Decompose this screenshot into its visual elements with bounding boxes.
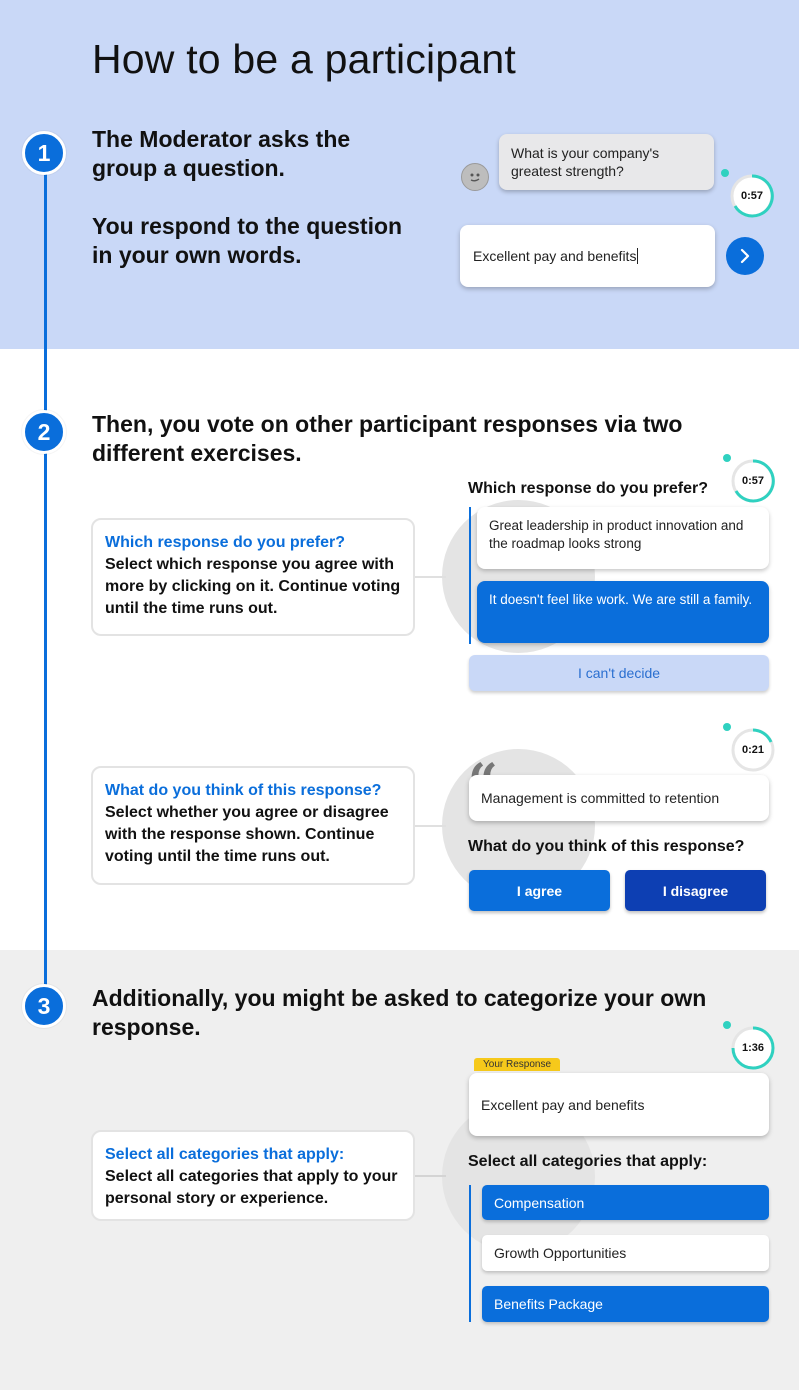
category-benefits-package[interactable]: Benefits Package [482, 1286, 769, 1322]
connector-line [414, 1175, 446, 1177]
timer-value: 0:57 [741, 475, 765, 487]
timer-indicator-dot [723, 1021, 731, 1029]
categorize-explainer-description: Select all categories that apply to your personal story or experience. [105, 1168, 398, 1207]
timer-indicator-dot [723, 454, 731, 462]
moderator-avatar [461, 163, 489, 191]
categorize-explainer-question: Select all categories that apply: [105, 1146, 345, 1163]
text-cursor [637, 248, 638, 264]
page-title: How to be a participant [92, 36, 516, 82]
response-input-value: Excellent pay and benefits [473, 248, 637, 264]
connector-line [414, 825, 446, 827]
preference-explainer-description: Select which response you agree with more by clicking on it. Continue voting until the time runs out. [105, 556, 401, 617]
step-2-badge: 2 [22, 410, 66, 454]
your-response-tag: Your Response [474, 1058, 560, 1071]
step3-heading: Additionally, you might be asked to categorize your own response. [92, 985, 707, 1040]
timeline-line [44, 153, 47, 1008]
timer-value: 0:21 [741, 744, 765, 756]
connector-line [414, 576, 446, 578]
response-option-b[interactable]: It doesn't feel like work. We are still a family. [477, 581, 769, 643]
shown-response-card: Management is committed to retention [469, 775, 769, 821]
category-growth-opportunities[interactable]: Growth Opportunities [482, 1235, 769, 1271]
timer-indicator-dot [721, 169, 729, 177]
cant-decide-button[interactable]: I can't decide [469, 655, 769, 691]
response-input[interactable] [460, 225, 715, 287]
agreement-prompt: What do you think of this response? [468, 838, 745, 855]
own-response-card: Excellent pay and benefits [469, 1073, 769, 1136]
agree-button[interactable]: I agree [469, 870, 610, 911]
agreement-explainer-question: What do you think of this response? [105, 782, 382, 799]
timer-indicator-dot [723, 723, 731, 731]
step1-heading-respond: You respond to the question in your own words. [92, 213, 403, 268]
step1-heading-moderator: The Moderator asks the group a question. [92, 126, 351, 181]
step-3-badge: 3 [22, 984, 66, 1028]
countdown-timer [734, 731, 772, 769]
countdown-timer [734, 462, 772, 500]
options-bracket [469, 507, 471, 644]
step2-heading: Then, you vote on other participant responses via two different exercises. [92, 411, 683, 466]
agreement-explainer-description: Select whether you agree or disagree with the response shown. Continue voting until the time runs out. [105, 804, 389, 865]
response-option-a[interactable]: Great leadership in product innovation and the roadmap looks strong [477, 507, 769, 569]
categorize-explainer [91, 1130, 415, 1221]
categorize-prompt: Select all categories that apply: [468, 1153, 708, 1170]
agreement-explainer [91, 766, 415, 885]
timer-value: 1:36 [741, 1042, 765, 1054]
categories-bracket [469, 1185, 471, 1322]
step-1-badge: 1 [22, 131, 66, 175]
moderator-question-bubble: What is your company's greatest strength? [499, 134, 714, 190]
countdown-timer [734, 1029, 772, 1067]
robot-face-icon [465, 167, 485, 187]
preference-explainer [91, 518, 415, 636]
send-button[interactable] [726, 237, 764, 275]
countdown-timer [733, 177, 771, 215]
disagree-button[interactable]: I disagree [625, 870, 766, 911]
chevron-right-icon [736, 247, 754, 265]
timer-value: 0:57 [740, 190, 764, 202]
preference-prompt: Which response do you prefer? [468, 480, 709, 497]
preference-explainer-question: Which response do you prefer? [105, 534, 346, 551]
category-compensation[interactable]: Compensation [482, 1185, 769, 1220]
